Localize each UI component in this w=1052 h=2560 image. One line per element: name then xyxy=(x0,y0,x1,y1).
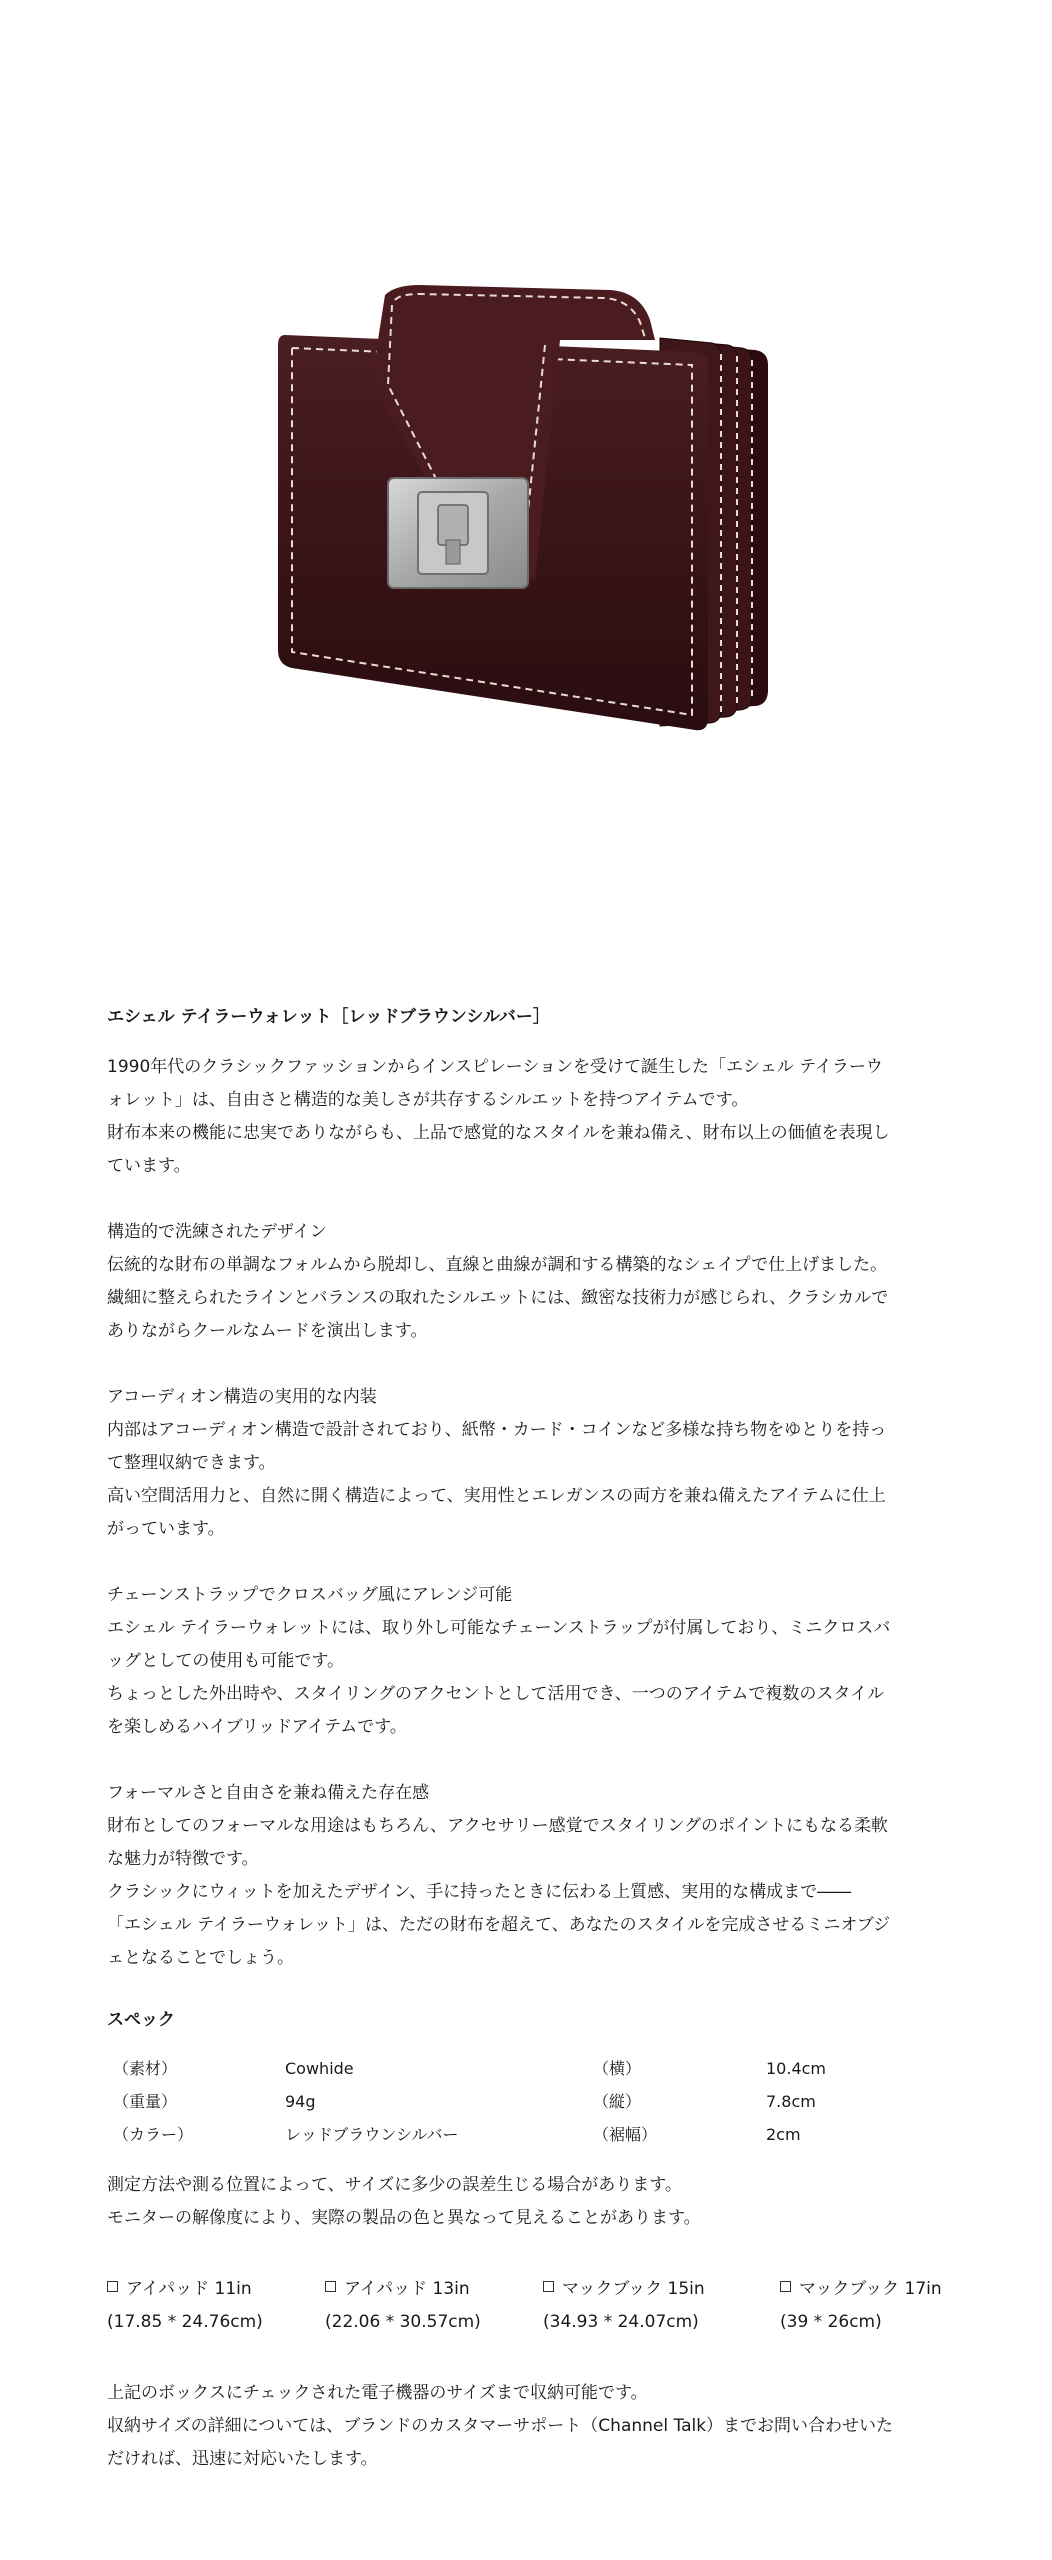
section-heading: チェーンストラップでクロスバッグ風にアレンジ可能 xyxy=(107,1585,513,1605)
note-text: 上記のボックスにチェックされた電子機器のサイズまで収納可能です。 xyxy=(107,2383,648,2403)
spec-value: 7.8cm xyxy=(766,2092,816,2111)
feature-section-design xyxy=(107,1216,949,1348)
section-heading: アコーディオン構造の実用的な内装 xyxy=(107,1387,377,1407)
section-text: 繊細に整えられたラインとバランスの取れたシルエットには、緻密な技術力が感じられ、クラシカルで xyxy=(107,1288,889,1308)
section-text: 内部はアコーディオン構造で設計されており、紙幣・カード・コインなど多様な持ち物をゆとりを持っ xyxy=(107,1420,887,1440)
device-name: マックブック 15in xyxy=(562,2279,705,2299)
device-size: (34.93 * 24.07cm) xyxy=(543,2312,699,2332)
device-name: アイパッド 11in xyxy=(126,2279,252,2299)
spec-value: 94g xyxy=(285,2092,316,2111)
spec-label: （カラー） xyxy=(113,2125,194,2144)
storage-notes xyxy=(107,2377,949,2476)
intro-text: ています。 xyxy=(107,1156,191,1176)
section-text: クラシックにウィットを加えたデザイン、手に持ったときに伝わる上質感、実用的な構成まで―― xyxy=(107,1882,852,1902)
section-text: 伝統的な財布の単調なフォルムから脱却し、直線と曲線が調和する構築的なシェイプで仕上げました。 xyxy=(107,1255,888,1275)
feature-section-presence xyxy=(107,1777,949,1975)
section-text: ちょっとした外出時や、スタイリングのアクセントとして活用でき、一つのアイテムで複数のスタイル xyxy=(107,1684,885,1704)
spec-table xyxy=(107,2052,949,2151)
spec-label: （横） xyxy=(593,2059,642,2078)
note-text: 収納サイズの詳細については、ブランドのカスタマーサポート（Channel Talk）までお問い合わせいた xyxy=(107,2416,894,2436)
device-item xyxy=(543,2273,780,2339)
spec-heading: スペック xyxy=(107,2010,175,2030)
device-compatibility xyxy=(107,2273,949,2339)
section-text: 財布としてのフォーマルな用途はもちろん、アクセサリー感覚でスタイリングのポイントにもなる柔軟 xyxy=(107,1816,888,1836)
note-text: 測定方法や測る位置によって、サイズに多少の誤差生じる場合があります。 xyxy=(107,2175,682,2195)
product-description xyxy=(107,1005,949,2476)
intro-text: 1990年代のクラシックファッションからインスピレーションを受けて誕生した「エシェル テイラーウ xyxy=(107,1057,883,1077)
device-name: マックブック 17in xyxy=(799,2279,942,2299)
feature-section-chain xyxy=(107,1579,949,1744)
note-text: モニターの解像度により、実際の製品の色と異なって見えることがあります。 xyxy=(107,2208,701,2228)
device-item xyxy=(780,2273,949,2339)
checkbox-icon xyxy=(107,2281,118,2292)
section-text: て整理収納できます。 xyxy=(107,1453,276,1473)
device-size: (39 * 26cm) xyxy=(780,2312,882,2332)
device-name: アイパッド 13in xyxy=(344,2279,470,2299)
spec-value: 10.4cm xyxy=(766,2059,827,2078)
spec-label: （素材） xyxy=(113,2059,178,2078)
section-text: な魅力が特徴です。 xyxy=(107,1849,259,1869)
checkbox-icon xyxy=(780,2281,791,2292)
spec-row xyxy=(107,2085,949,2118)
intro-section xyxy=(107,1051,949,1183)
device-item xyxy=(107,2273,325,2339)
feature-section-accordion xyxy=(107,1381,949,1546)
checkbox-icon xyxy=(543,2281,554,2292)
intro-text: 財布本来の機能に忠実でありながらも、上品で感覚的なスタイルを兼ね備え、財布以上の価値を表現し xyxy=(107,1123,890,1143)
spec-label: （縦） xyxy=(593,2092,642,2111)
spec-row xyxy=(107,2118,949,2151)
spec-row xyxy=(107,2052,949,2085)
section-text: を楽しめるハイブリッドアイテムです。 xyxy=(107,1717,407,1737)
checkbox-icon xyxy=(325,2281,336,2292)
section-text: 「エシェル テイラーウォレット」は、ただの財布を超えて、あなたのスタイルを完成させるミニオブジ xyxy=(107,1915,891,1935)
measurement-notes xyxy=(107,2169,949,2235)
section-text: 高い空間活用力と、自然に開く構造によって、実用性とエレガンスの両方を兼ね備えたアイテムに仕上 xyxy=(107,1486,886,1506)
spec-label: （裾幅） xyxy=(593,2125,658,2144)
intro-text: ォレット」は、自由さと構造的な美しさが共存するシルエットを持つアイテムです。 xyxy=(107,1090,749,1110)
device-size: (22.06 * 30.57cm) xyxy=(325,2312,481,2332)
spec-value: レッドブラウンシルバー xyxy=(285,2125,459,2144)
note-text: だければ、迅速に対応いたします。 xyxy=(107,2449,378,2469)
section-text: がっています。 xyxy=(107,1519,225,1539)
spec-value: 2cm xyxy=(766,2125,801,2144)
spec-label: （重量） xyxy=(113,2092,178,2111)
section-text: ェとなることでしょう。 xyxy=(107,1948,294,1968)
product-title: エシェル テイラーウォレット［レッドブラウンシルバー］ xyxy=(107,1007,550,1027)
spec-value: Cowhide xyxy=(285,2059,354,2078)
wallet-product-image xyxy=(0,0,1052,960)
section-heading: フォーマルさと自由さを兼ね備えた存在感 xyxy=(107,1783,430,1803)
section-heading: 構造的で洗練されたデザイン xyxy=(107,1222,327,1242)
section-text: ッグとしての使用も可能です。 xyxy=(107,1651,344,1671)
device-size: (17.85 * 24.76cm) xyxy=(107,2312,263,2332)
section-text: エシェル テイラーウォレットには、取り外し可能なチェーンストラップが付属しており、ミニクロスバ xyxy=(107,1618,891,1638)
device-item xyxy=(325,2273,543,2339)
section-text: ありながらクールなムードを演出します。 xyxy=(107,1321,428,1341)
